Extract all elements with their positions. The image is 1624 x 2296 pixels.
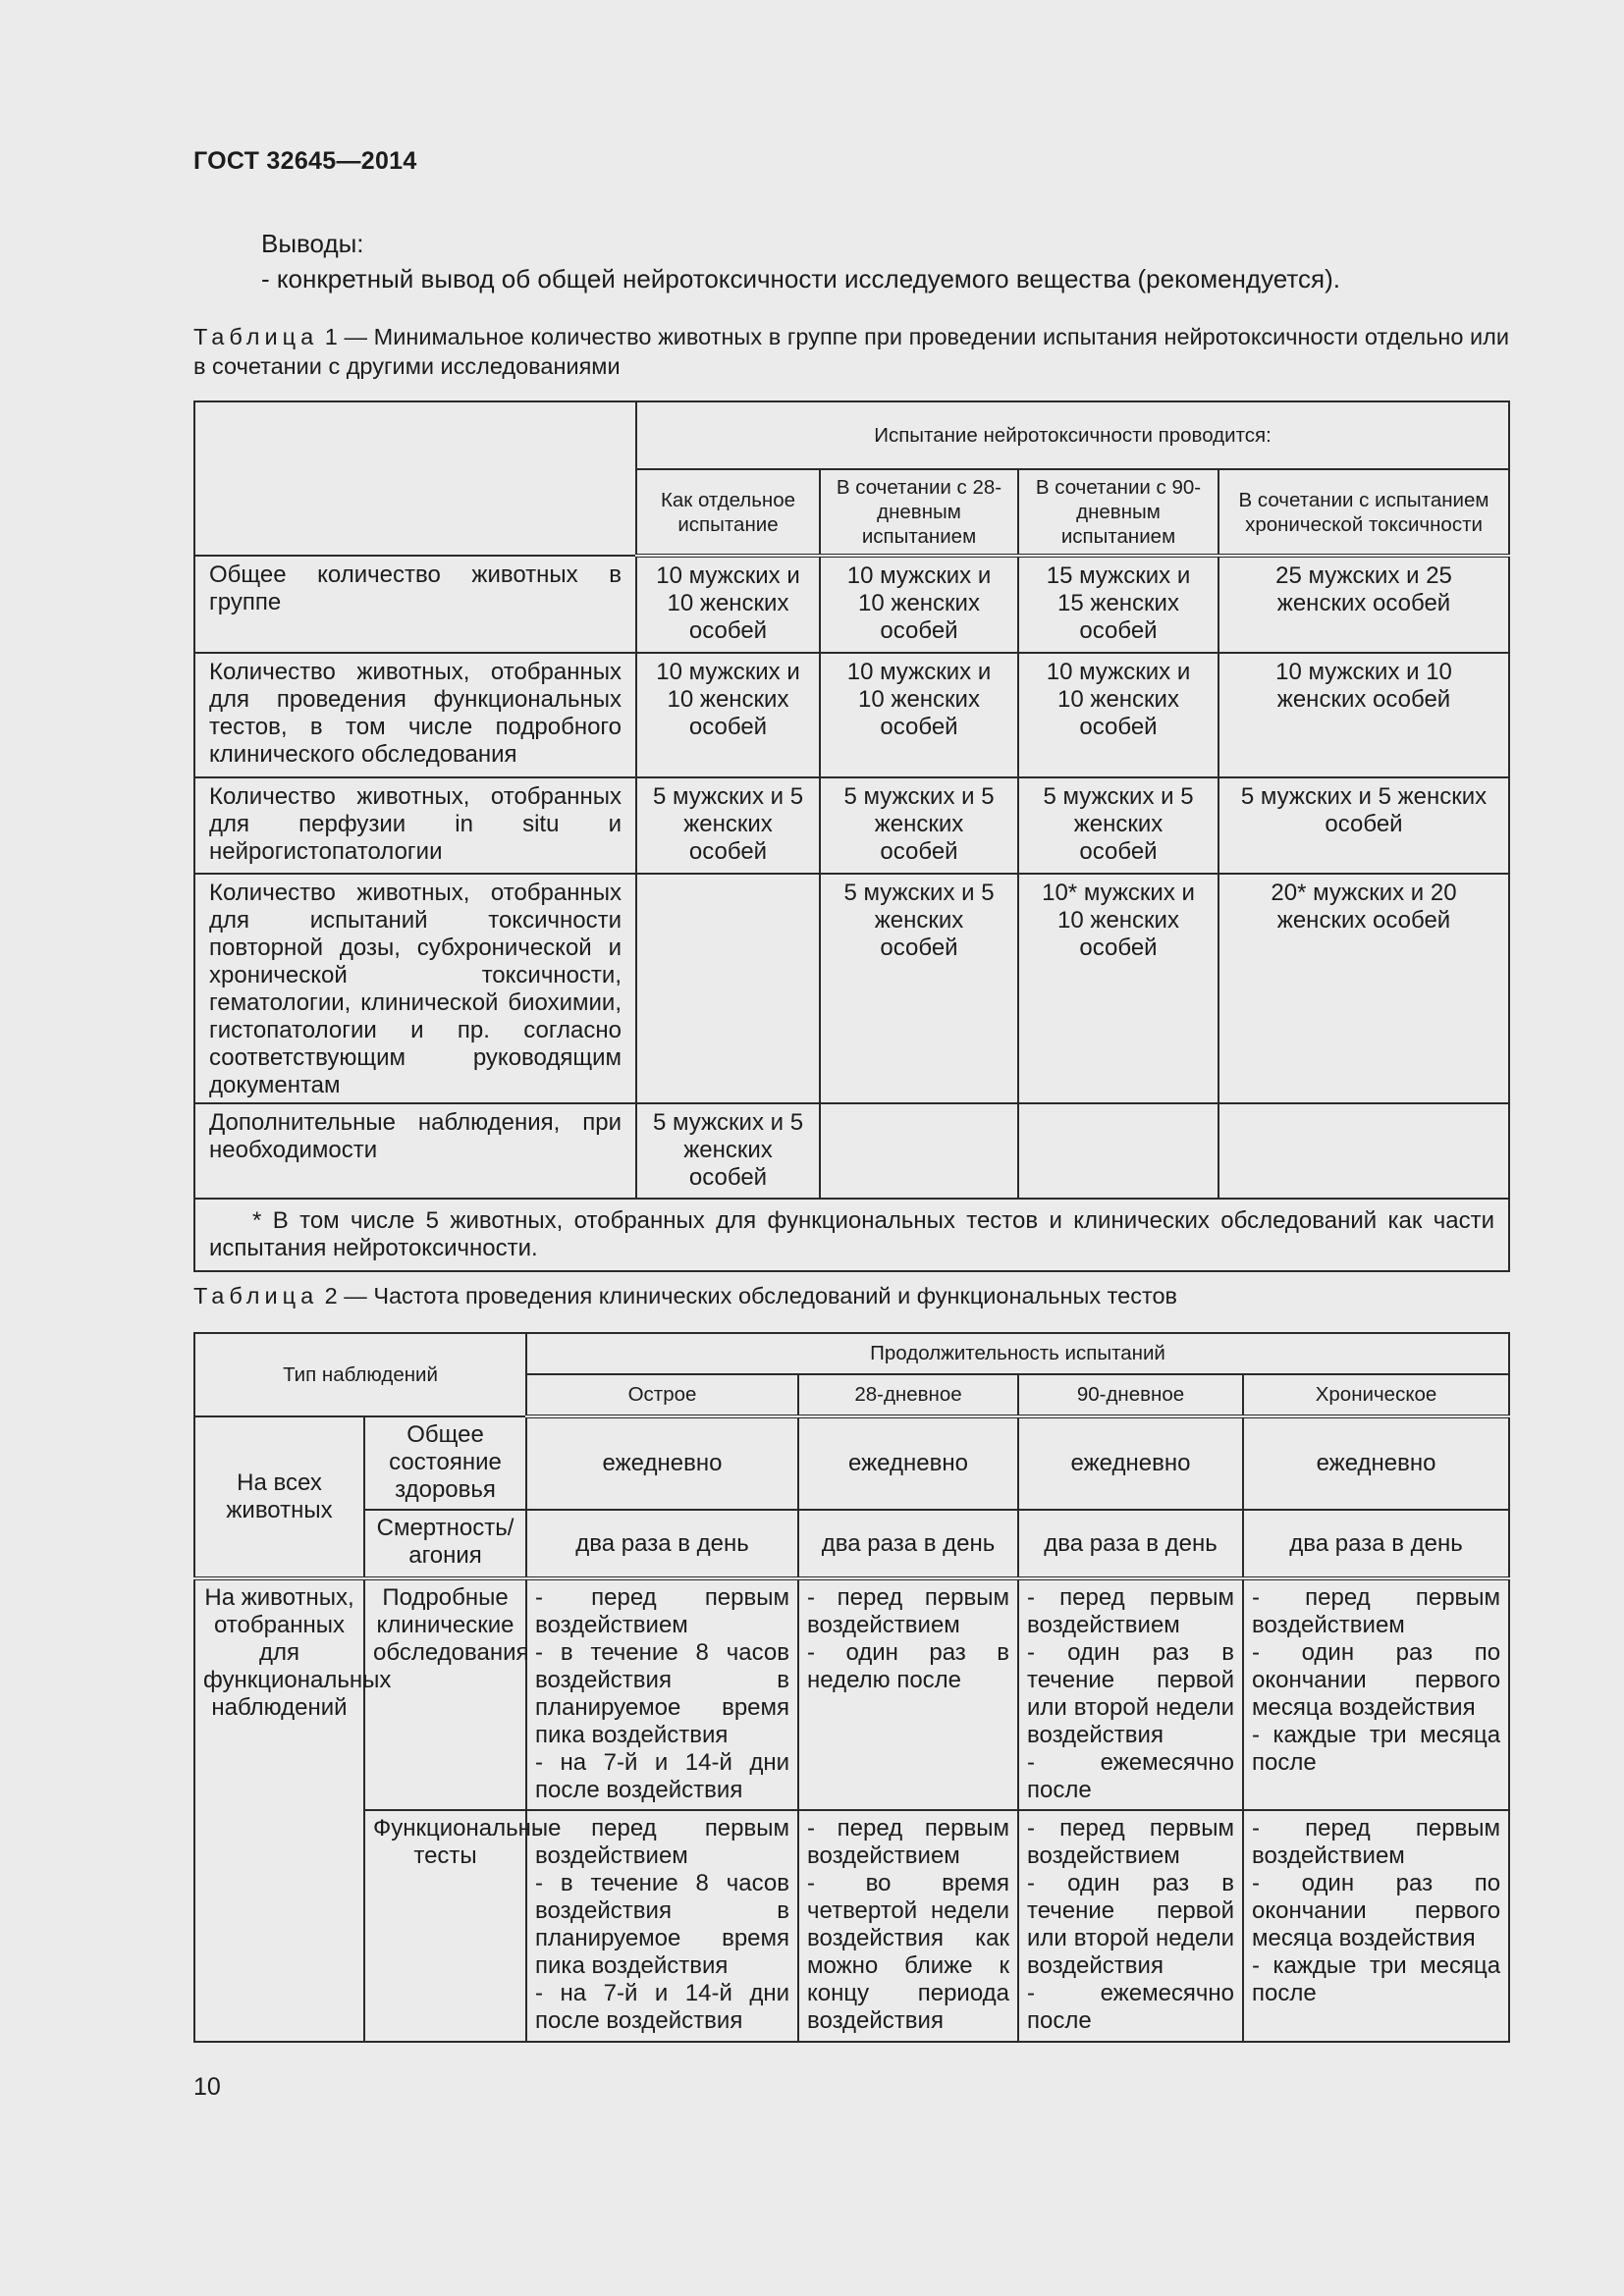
table2-cell: - перед первым воздействием - один раз по окончании первого месяца воздействия - каждые три месяца после [1243,1810,1509,2042]
table2-col-header: Острое [526,1374,798,1416]
table1-col-header: В сочетании с испытанием хронической токсичности [1218,469,1509,556]
page-number: 10 [193,2073,221,2101]
table1-col-header: В сочетании с 90-дневным испытанием [1018,469,1218,556]
table1-cell: 10 мужских и 10 женских особей [1018,653,1218,777]
table1-col-header: Как отдельное испытание [636,469,820,556]
table1-caption-text: 1 — Минимальное количество животных в группе при проведении испытания нейротоксичности отдельно или в сочетании с другими исследованиями [193,324,1509,379]
table1-cell: 10 мужских и 10 женских особей [1218,653,1509,777]
table2-cell: - перед первым воздействием - один раз в течение первой или второй недели воздействия - ежемесячно после [1018,1810,1243,2042]
table2-cell: два раза в день [1018,1510,1243,1578]
conclusions-title: Выводы: [261,229,364,258]
table-row [194,1578,1509,1810]
table-row [194,1510,1509,1578]
table2-caption-label: Таблица [193,1283,319,1308]
table2 [193,1332,1510,2043]
table2-caption [193,1281,1509,1310]
table2-cell: ежедневно [798,1416,1018,1510]
table1-cell [636,874,820,1103]
table-row [194,556,1509,653]
table1-group-header: Испытание нейротоксичности проводится: [636,401,1509,469]
table1-caption-label: Таблица [193,324,319,349]
table2-cell: - перед первым воздействием - в течение 8 часов воздействия в планируемое время пика воздействия - на 7-й и 14-й дни после воздействия [526,1810,798,2042]
table2-caption-text: 2 — Частота проведения клинических обследований и функциональных тестов [318,1283,1177,1308]
table1-corner-cell [194,401,636,556]
table1 [193,400,1510,1272]
table1-cell: 5 мужских и 5 женских особей [636,777,820,874]
table1-footnote: * В том числе 5 животных, отобранных для функциональных тестов и клинических обследований как части испытания нейротоксичности. [194,1199,1509,1271]
table2-cell: ежедневно [1018,1416,1243,1510]
table1-cell: 5 мужских и 5 женских особей [1218,777,1509,874]
table1-cell: 10 мужских и 10 женских особей [820,653,1018,777]
conclusions-section [261,226,1340,296]
table2-col-header: 28-дневное [798,1374,1018,1416]
table2-cell: два раза в день [1243,1510,1509,1578]
table2-cell: - перед первым воздействием - один раз в течение первой или второй недели воздействия - ежемесячно после [1018,1578,1243,1810]
table1-cell: 5 мужских и 5 женских особей [820,874,1018,1103]
table2-cell: два раза в день [526,1510,798,1578]
table-row [194,874,1509,1103]
table2-cell: два раза в день [798,1510,1018,1578]
table1-cell [1018,1103,1218,1199]
table2-row-label: Смертность/ агония [364,1510,526,1578]
table2-cell: - перед первым воздействием - в течение 8 часов воздействия в планируемое время пика воздействия - на 7-й и 14-й дни после воздействия [526,1578,798,1810]
table2-row-label: Подробные клинические обследования [364,1578,526,1810]
table2-cell: - перед первым воздействием - один раз в неделю после [798,1578,1018,1810]
table1-cell: 10* мужских и 10 женских особей [1018,874,1218,1103]
table1-cell: 25 мужских и 25 женских особей [1218,556,1509,653]
table1-row-label: Общее количество животных в группе [194,556,636,653]
table1-row-label: Количество животных, отобранных для перфузии in situ и нейрогистопатологии [194,777,636,874]
table1-col-header: В сочетании с 28-дневным испытанием [820,469,1018,556]
table2-group-label: На животных, отобранных для функциональных наблюдений [194,1578,364,2042]
table1-cell: 20* мужских и 20 женских особей [1218,874,1509,1103]
table1-cell: 5 мужских и 5 женских особей [820,777,1018,874]
table-row [194,1416,1509,1510]
table1-row-label: Количество животных, отобранных для испытаний токсичности повторной дозы, субхронической и хронической токсичности, гематологии, клинической биохимии, гистопатологии и пр. согласно соответствующим руководящим документам [194,874,636,1103]
table1-cell: 5 мужских и 5 женских особей [1018,777,1218,874]
table1-cell: 10 мужских и 10 женских особей [636,653,820,777]
conclusions-item: - конкретный вывод об общей нейротоксичности исследуемого вещества (рекомендуется). [261,264,1340,294]
table2-duration-header: Продолжительность испытаний [526,1333,1509,1374]
table2-group-label: На всех животных [194,1416,364,1578]
table-row [194,653,1509,777]
table2-row-label: Функциональные тесты [364,1810,526,2042]
table2-cell: ежедневно [526,1416,798,1510]
table1-cell: 5 мужских и 5 женских особей [636,1103,820,1199]
table2-type-header: Тип наблюдений [194,1333,526,1416]
table-row [194,777,1509,874]
table1-cell: 15 мужских и 15 женских особей [1018,556,1218,653]
table1-cell: 10 мужских и 10 женских особей [636,556,820,653]
table1-cell: 10 мужских и 10 женских особей [820,556,1018,653]
table2-cell: - перед первым воздействием - во время четвертой недели воздействия как можно ближе к концу периода воздействия [798,1810,1018,2042]
table2-col-header: 90-дневное [1018,1374,1243,1416]
table-row [194,1810,1509,2042]
table1-cell [820,1103,1018,1199]
table-row [194,1103,1509,1199]
table2-col-header: Хроническое [1243,1374,1509,1416]
document-header: ГОСТ 32645—2014 [193,147,417,175]
table2-cell: ежедневно [1243,1416,1509,1510]
table1-cell [1218,1103,1509,1199]
table2-cell: - перед первым воздействием - один раз по окончании первого месяца воздействия - каждые три месяца после [1243,1578,1509,1810]
table1-caption [193,322,1509,381]
table2-row-label: Общее состояние здоровья [364,1416,526,1510]
table1-row-label: Количество животных, отобранных для проведения функциональных тестов, в том числе подробного клинического обследования [194,653,636,777]
table1-row-label: Дополнительные наблюдения, при необходимости [194,1103,636,1199]
